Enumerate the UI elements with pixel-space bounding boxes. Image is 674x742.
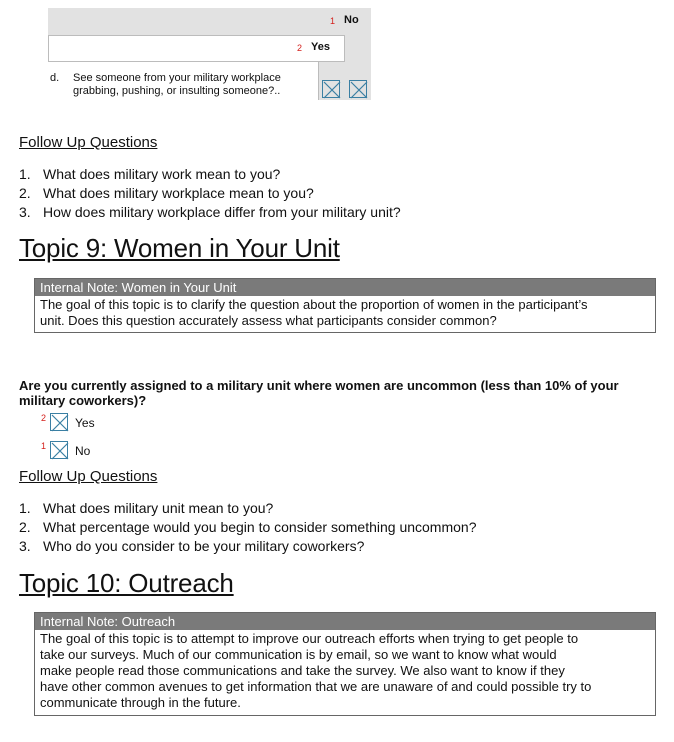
- q9-code-yes: 2: [41, 413, 47, 423]
- followup-heading-2: Follow Up Questions: [19, 468, 158, 485]
- followup-heading-1: Follow Up Questions: [19, 134, 158, 151]
- note-body: The goal of this topic is to attempt to improve our outreach efforts when trying to get people to take our surveys. Much of our communication is by email, so we want to know what would make people read those communications and take the survey. We also want to know if they have other common avenues to get information that we are unaware of and could possible try to communicate through in the future.: [40, 631, 592, 710]
- topic10-title: Topic 10: Outreach: [19, 568, 234, 598]
- q9-code-no: 1: [41, 441, 47, 451]
- checkbox-no-icon[interactable]: [349, 80, 367, 98]
- followup-list-1: [19, 165, 401, 222]
- q9-checkbox-no-icon[interactable]: [50, 441, 68, 459]
- option-label-no: No: [344, 14, 359, 26]
- list-item: 2. What percentage would you begin to consider something uncommon?: [19, 519, 477, 535]
- item-text-line2: grabbing, pushing, or insulting someone?..: [73, 85, 281, 97]
- list-item: 1. What does military work mean to you?: [19, 166, 281, 182]
- grid-separator: [318, 62, 319, 100]
- q9-label-yes: Yes: [75, 416, 95, 430]
- topic10-internal-note: [34, 612, 656, 716]
- list-item: 1. What does military unit mean to you?: [19, 500, 274, 516]
- list-item: 3. Who do you consider to be your military coworkers?: [19, 538, 365, 554]
- checkbox-yes-icon[interactable]: [322, 80, 340, 98]
- topic9-internal-note: [34, 278, 656, 333]
- option-label-yes: Yes: [311, 41, 330, 53]
- topic9-question: Are you currently assigned to a military unit where women are uncommon (less than 10% of your military coworkers)?: [19, 378, 619, 408]
- note-body: The goal of this topic is to clarify the question about the proportion of women in the participant’s unit. Does this question accurately assess what participants consider common?: [40, 297, 588, 328]
- item-text-line1: See someone from your military workplace: [73, 72, 281, 84]
- topic9-title: Topic 9: Women in Your Unit: [19, 233, 340, 263]
- list-item: 3. How does military workplace differ from your military unit?: [19, 204, 401, 220]
- option-code-yes: 2: [297, 43, 303, 53]
- option-code-no: 1: [330, 16, 336, 26]
- item-letter: d.: [50, 72, 60, 84]
- note-title: Internal Note: Outreach: [35, 613, 655, 630]
- q9-checkbox-yes-icon[interactable]: [50, 413, 68, 431]
- followup-list-2: [19, 499, 476, 556]
- q9-label-no: No: [75, 444, 91, 458]
- note-title: Internal Note: Women in Your Unit: [35, 279, 655, 296]
- list-item: 2. What does military workplace mean to you?: [19, 185, 314, 201]
